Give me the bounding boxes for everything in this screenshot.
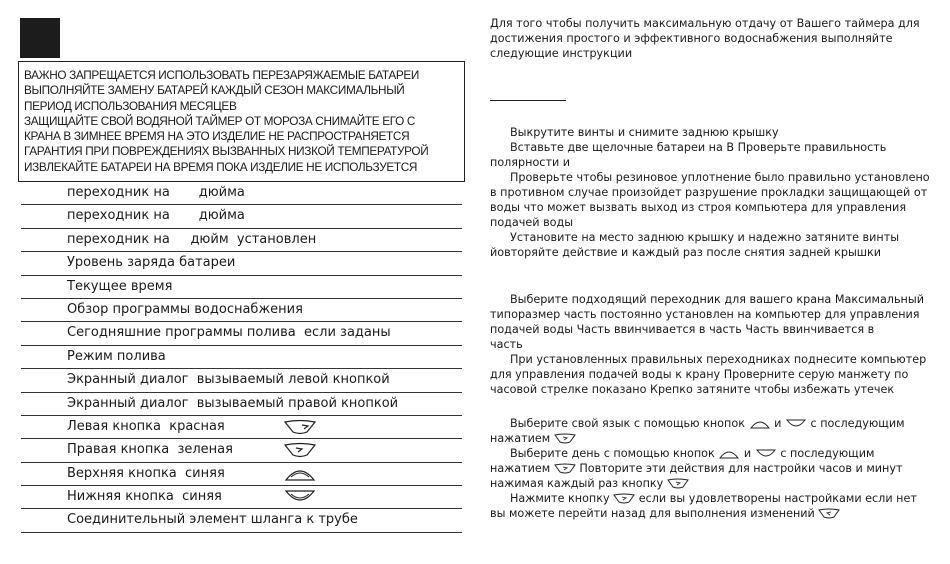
item-label: Текущее время: [67, 278, 173, 294]
list-item: [21, 393, 462, 416]
item-label: переходник на дюйм установлен: [67, 231, 317, 247]
text-line: Для того чтобы получить максимальную отдачу от Вашего таймера для: [490, 17, 920, 30]
language-paragraph: [490, 416, 930, 521]
list-item: [21, 322, 462, 345]
warning-line: КРАНА В ЗИМНЕЕ ВРЕМЯ НА ЭТО ИЗДЕЛИЕ НЕ РАСПРОСТРАНЯЕТСЯ: [24, 129, 410, 144]
warning-line: ГАРАНТИЯ ПРИ ПОВРЕЖДЕНИЯХ ВЫЗВАННЫХ НИЗКОЙ ТЕМПЕРАТУРОЙ: [24, 144, 429, 159]
text-line: подачей воды: [490, 216, 574, 229]
text-line: Выберите подходящий переходник для вашего крана Максимальный: [510, 293, 924, 306]
section-marker: [20, 18, 60, 58]
text-line: Выберите свой язык с помощью кнопок и с последующим: [510, 417, 905, 430]
down-button-icon: [755, 448, 777, 460]
list-item: [21, 463, 462, 486]
item-label: переходник на дюйма: [67, 208, 245, 224]
text-line: нажимая каждый раз кнопку: [490, 476, 930, 491]
list-item: [21, 252, 462, 275]
adapter-paragraph: [490, 292, 930, 397]
warning-line: ПЕРИОД ИСПОЛЬЗОВАНИЯ МЕСЯЦЕВ: [24, 98, 237, 113]
item-label: Соединительный элемент шланга к трубе: [67, 512, 358, 528]
item-label: Правая кнопка зеленая: [67, 442, 233, 458]
item-label: Режим полива: [67, 348, 166, 364]
right-button-icon: [667, 478, 689, 490]
text-line: следующие инструкции: [490, 47, 633, 60]
text-line: подачей воды Часть ввинчивается в часть Часть ввинчивается в: [490, 323, 875, 336]
text-line: При установленных правильных переходниках поднесите компьютер: [510, 353, 927, 366]
list-item: [21, 486, 462, 509]
item-label: Верхняя кнопка синяя: [67, 465, 225, 481]
text-line: вы можете перейти назад для выполнения изменений: [490, 506, 930, 521]
text-line: йовторяйте действие и каждый раз после снятия задней крышки: [490, 246, 882, 259]
text-line: нажатием: [490, 431, 930, 446]
item-label: Экранный диалог вызываемый правой кнопкой: [67, 395, 399, 411]
text-line: часть: [490, 338, 523, 351]
down-button-icon: [283, 488, 317, 506]
parts-legend: [21, 182, 462, 533]
text-line: Установите на место заднюю крышку и надежно затяните винты: [510, 231, 900, 244]
right-button-icon: [554, 463, 576, 475]
list-item: [21, 276, 462, 299]
text-line: Вставьте две щелочные батареи на В Проверьте правильность: [510, 141, 887, 154]
right-button-icon: [554, 433, 576, 445]
warning-line: ВЫПОЛНЯЙТЕ ЗАМЕНУ БАТАРЕЙ КАЖДЫЙ СЕЗОН МАКСИМАЛЬНЫЙ: [24, 83, 405, 98]
warning-line: ИЗВЛЕКАЙТЕ БАТАРЕИ НА ВРЕМЯ ПОКА ИЗДЕЛИЕ НЕ ИСПОЛЬЗУЕТСЯ: [24, 159, 418, 174]
warning-box: [18, 61, 465, 182]
list-item: [21, 439, 462, 462]
list-item: [21, 229, 462, 252]
text-line: полярности и: [490, 156, 571, 169]
left-button-icon: [283, 418, 317, 436]
up-button-icon: [749, 418, 771, 430]
item-label: Нижняя кнопка синяя: [67, 489, 222, 505]
item-label: Обзор программы водоснабжения: [67, 301, 303, 317]
up-button-icon: [283, 465, 317, 483]
text-line: в противном случае произойдет разрушение прокладки защищающей от: [490, 186, 928, 199]
item-label: Сегодняшние программы полива если заданы: [67, 325, 391, 341]
list-item: [21, 182, 462, 205]
text-line: часовой стрелке показано Крепко затяните чтобы избежать утечек: [490, 383, 895, 396]
list-item: [21, 416, 462, 439]
text-line: воды что может вызвать выход из строя компьютера для управления: [490, 201, 907, 214]
down-button-icon: [785, 418, 807, 430]
up-button-icon: [718, 448, 740, 460]
item-label: Уровень заряда батареи: [67, 255, 236, 271]
text-line: Выберите день с помощью кнопок и с последующим: [510, 447, 875, 460]
item-label: переходник на дюйма: [67, 185, 245, 200]
text-line: типоразмер часть постоянно установлен на компьютер для управления: [490, 308, 920, 321]
section-divider: [490, 100, 566, 101]
text-line: нажатием Повторите эти действия для настройки часов и минут: [490, 462, 903, 475]
item-label: Левая кнопка красная: [67, 418, 225, 434]
text-line: достижения простого и эффективного водоснабжения выполняйте: [490, 32, 893, 45]
right-button-icon: [613, 493, 635, 505]
list-item: [21, 205, 462, 228]
item-label: Экранный диалог вызываемый левой кнопкой: [67, 372, 390, 388]
list-item: [21, 509, 462, 532]
warning-line: ЗАЩИЩАЙТЕ СВОЙ ВОДЯНОЙ ТАЙМЕР ОТ МОРОЗА СНИМАЙТЕ ЕГО С: [24, 113, 416, 128]
text-line: для управления подачей воды к крану Проверните серую манжету по: [490, 368, 909, 381]
list-item: [21, 299, 462, 322]
list-item: [21, 346, 462, 369]
text-line: Нажмите кнопку если вы удовлетворены настройками если нет: [510, 492, 917, 505]
left-button-icon: [818, 508, 840, 520]
warning-line: ВАЖНО ЗАПРЕЩАЕТСЯ ИСПОЛЬЗОВАТЬ ПЕРЕЗАРЯЖАЕМЫЕ БАТАРЕИ: [24, 68, 420, 82]
battery-paragraph: [490, 125, 930, 260]
right-button-icon: [283, 441, 317, 459]
list-item: [21, 369, 462, 392]
text-line: Проверьте чтобы резиновое уплотнение было правильно установлено: [510, 171, 930, 184]
text-line: Выкрутите винты и снимите заднюю крышку: [510, 126, 779, 139]
intro-paragraph: [490, 16, 930, 61]
